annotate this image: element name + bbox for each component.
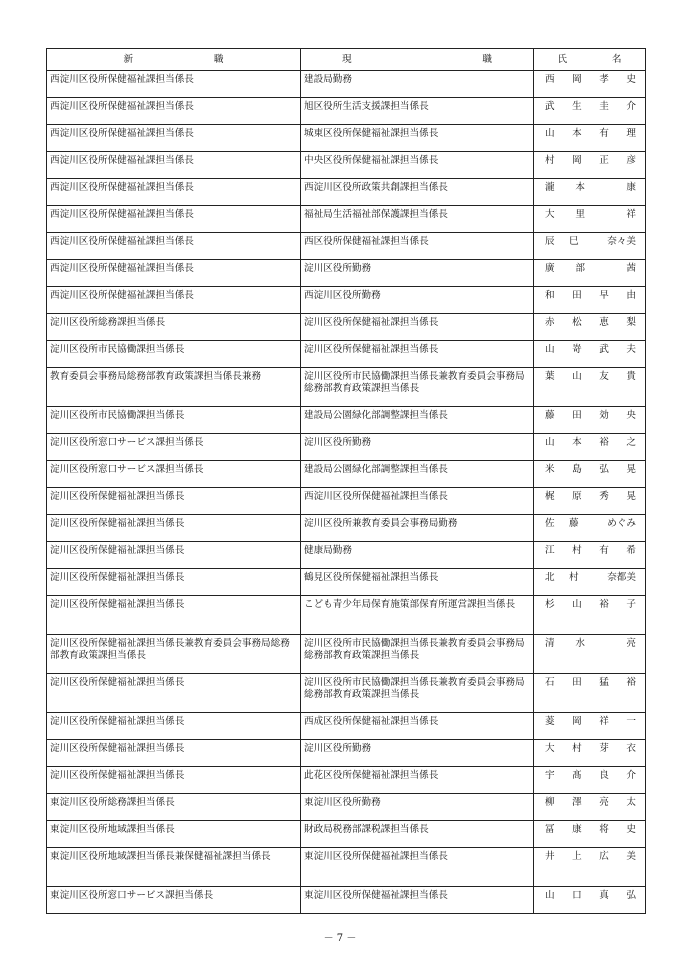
current-post-cell: 淀川区役所市民協働課担当係長兼教育委員会事務局総務部教育政策課担当係長: [301, 635, 534, 674]
name-part: 猛: [599, 677, 609, 688]
current-post-cell: 淀川区役所勤務: [301, 434, 534, 461]
name-part: 藤: [545, 410, 555, 421]
name-part: 康: [626, 182, 636, 193]
current-post-cell: 福祉局生活福祉部保護課担当係長: [301, 206, 534, 233]
name-characters: [537, 317, 642, 329]
current-post-cell: 淀川区役所市民協働課担当係長兼教育委員会事務局総務部教育政策課担当係長: [301, 368, 534, 407]
current-post-cell: 建設局公園緑化部調整課担当係長: [301, 407, 534, 434]
name-cell: [534, 368, 646, 407]
new-post-cell: 淀川区役所保健福祉課担当係長兼教育委員会事務局総務部教育政策課担当係長: [47, 635, 301, 674]
name-characters: [537, 371, 642, 383]
name-cell: [534, 341, 646, 368]
name-part: 瀧: [545, 182, 555, 193]
current-post-cell: 旭区役所生活支援課担当係長: [301, 98, 534, 125]
name-characters: [537, 716, 642, 728]
name-cell: [534, 434, 646, 461]
name-part: 貴: [626, 371, 636, 382]
name-characters: [537, 638, 642, 650]
new-post-cell: 西淀川区役所保健福祉課担当係長: [47, 71, 301, 98]
name-part: 圭: [599, 101, 609, 112]
name-part: 山: [572, 371, 582, 382]
name-characters: [537, 263, 642, 275]
name-cell: [534, 848, 646, 887]
name-part: 村: [568, 572, 579, 583]
name-part: 一: [626, 716, 636, 727]
name-part: 広: [599, 851, 609, 862]
name-part: 村: [572, 743, 582, 754]
name-cell: [534, 179, 646, 206]
name-part: 岡: [572, 74, 582, 85]
name-part: 上: [572, 851, 582, 862]
new-post-cell: 東淀川区役所総務課担当係長: [47, 794, 301, 821]
name-part: 米: [545, 464, 555, 475]
name-part: 岡: [572, 716, 582, 727]
name-part: 弘: [599, 464, 609, 475]
name-part: 介: [626, 101, 636, 112]
name-characters: [537, 437, 642, 449]
table-row: [47, 713, 646, 740]
name-part: 嵜: [572, 344, 582, 355]
name-part: 子: [626, 599, 636, 610]
name-part: 菱: [545, 716, 555, 727]
name-part: 理: [626, 128, 636, 139]
header-current-post: 現 職: [301, 49, 534, 71]
name-characters: [537, 890, 642, 902]
name-cell: [534, 206, 646, 233]
name-part: 将: [599, 824, 609, 835]
name-part: 井: [545, 851, 555, 862]
table-row: [47, 287, 646, 314]
new-post-cell: 西淀川区役所保健福祉課担当係長: [47, 98, 301, 125]
name-part: 生: [572, 101, 582, 112]
name-part: 石: [545, 677, 555, 688]
current-post-cell: 財政局税務部課税課担当係長: [301, 821, 534, 848]
table-row: [47, 125, 646, 152]
name-part: 山: [545, 128, 555, 139]
current-post-cell: 西淀川区役所保健福祉課担当係長: [301, 488, 534, 515]
name-part: 清: [545, 638, 555, 649]
name-part: 祥: [599, 716, 609, 727]
name-cell: [534, 794, 646, 821]
name-part: 正: [599, 155, 609, 166]
name-part: 孝: [599, 74, 609, 85]
current-post-cell: 西淀川区役所政策共創課担当係長: [301, 179, 534, 206]
name-cell: [534, 515, 646, 542]
name-part: 本: [575, 182, 585, 193]
name-part: 藤: [568, 518, 579, 529]
new-post-cell: 淀川区役所保健福祉課担当係長: [47, 740, 301, 767]
table-row: [47, 152, 646, 179]
table-row: [47, 794, 646, 821]
name-part: 介: [626, 770, 636, 781]
name-cell: [534, 635, 646, 674]
name-part: 山: [572, 599, 582, 610]
new-post-cell: 淀川区役所市民協働課担当係長: [47, 341, 301, 368]
name-part: 希: [626, 545, 636, 556]
name-characters: [537, 74, 642, 86]
name-part: めぐみ: [607, 518, 636, 529]
table-row: [47, 71, 646, 98]
name-cell: [534, 233, 646, 260]
table-row: [47, 635, 646, 674]
name-part: 岡: [572, 155, 582, 166]
new-post-cell: 淀川区役所保健福祉課担当係長: [47, 542, 301, 569]
name-part: 裕: [599, 599, 609, 610]
new-post-cell: 西淀川区役所保健福祉課担当係長: [47, 206, 301, 233]
table-row: [47, 179, 646, 206]
name-characters: [537, 101, 642, 113]
new-post-cell: 淀川区役所保健福祉課担当係長: [47, 596, 301, 635]
current-post-cell: 東淀川区役所勤務: [301, 794, 534, 821]
name-part: 原: [572, 491, 582, 502]
name-part: 山: [545, 890, 555, 901]
name-part: 弘: [626, 890, 636, 901]
name-characters: [537, 209, 642, 221]
name-part: 亮: [599, 797, 609, 808]
table-row: [47, 596, 646, 635]
name-part: 杉: [545, 599, 555, 610]
table-row: [47, 674, 646, 713]
name-characters: [537, 155, 642, 167]
name-part: 和: [545, 290, 555, 301]
name-part: 口: [572, 890, 582, 901]
table-row: [47, 740, 646, 767]
current-post-cell: 此花区役所保健福祉課担当係長: [301, 767, 534, 794]
current-post-cell: 健康局勤務: [301, 542, 534, 569]
name-cell: [534, 461, 646, 488]
name-characters: [537, 518, 642, 530]
header-new-post: 新 職: [47, 49, 301, 71]
name-part: 太: [626, 797, 636, 808]
new-post-cell: 東淀川区役所窓口サービス課担当係長: [47, 887, 301, 914]
new-post-cell: 淀川区役所窓口サービス課担当係長: [47, 434, 301, 461]
name-part: 本: [572, 437, 582, 448]
name-part: 史: [626, 824, 636, 835]
name-part: 夫: [626, 344, 636, 355]
name-part: 澤: [572, 797, 582, 808]
table-row: [47, 260, 646, 287]
table-body: [47, 71, 646, 914]
name-part: 柳: [545, 797, 555, 808]
name-part: 佐: [545, 518, 555, 529]
name-cell: [534, 569, 646, 596]
table-row: [47, 368, 646, 407]
name-part: 晃: [626, 464, 636, 475]
name-characters: [537, 290, 642, 302]
name-characters: [537, 851, 642, 863]
name-part: 真: [599, 890, 609, 901]
new-post-cell: 淀川区役所保健福祉課担当係長: [47, 515, 301, 542]
current-post-cell: 鶴見区役所保健福祉課担当係長: [301, 569, 534, 596]
current-post-cell: 建設局勤務: [301, 71, 534, 98]
new-post-cell: 淀川区役所保健福祉課担当係長: [47, 674, 301, 713]
name-characters: [537, 344, 642, 356]
name-part: 葉: [545, 371, 555, 382]
name-part: 本: [572, 128, 582, 139]
name-cell: [534, 821, 646, 848]
name-part: 江: [545, 545, 555, 556]
current-post-cell: 西成区役所保健福祉課担当係長: [301, 713, 534, 740]
name-part: 大: [545, 743, 555, 754]
name-part: 裕: [599, 437, 609, 448]
name-part: 美: [626, 851, 636, 862]
name-part: 祥: [626, 209, 636, 220]
name-characters: [537, 128, 642, 140]
name-cell: [534, 674, 646, 713]
name-cell: [534, 314, 646, 341]
table-row: [47, 848, 646, 887]
new-post-cell: 西淀川区役所保健福祉課担当係長: [47, 287, 301, 314]
name-part: 央: [626, 410, 636, 421]
name-characters: [537, 797, 642, 809]
name-cell: [534, 287, 646, 314]
name-part: 秀: [599, 491, 609, 502]
name-cell: [534, 767, 646, 794]
new-post-cell: 西淀川区役所保健福祉課担当係長: [47, 260, 301, 287]
name-cell: [534, 713, 646, 740]
name-part: 田: [572, 677, 582, 688]
name-characters: [537, 236, 642, 248]
personnel-table: [46, 48, 646, 914]
name-cell: [534, 740, 646, 767]
name-part: 有: [599, 545, 609, 556]
name-part: 冨: [545, 824, 555, 835]
name-characters: [537, 545, 642, 557]
name-part: 村: [572, 545, 582, 556]
table-row: [47, 314, 646, 341]
name-characters: [537, 182, 642, 194]
name-part: 亮: [626, 638, 636, 649]
current-post-cell: 淀川区役所勤務: [301, 740, 534, 767]
current-post-cell: こども青少年局保育施策部保育所運営課担当係長: [301, 596, 534, 635]
new-post-cell: 西淀川区役所保健福祉課担当係長: [47, 233, 301, 260]
name-part: 髙: [572, 770, 582, 781]
name-part: 晃: [626, 491, 636, 502]
name-part: 田: [572, 290, 582, 301]
name-part: 早: [599, 290, 609, 301]
new-post-cell: 西淀川区役所保健福祉課担当係長: [47, 152, 301, 179]
name-part: 梨: [626, 317, 636, 328]
name-cell: [534, 152, 646, 179]
name-part: 衣: [626, 743, 636, 754]
name-cell: [534, 407, 646, 434]
table-row: [47, 887, 646, 914]
name-part: 山: [545, 344, 555, 355]
name-part: 山: [545, 437, 555, 448]
table-row: [47, 515, 646, 542]
name-part: 之: [626, 437, 636, 448]
name-part: 宇: [545, 770, 555, 781]
name-part: 梶: [545, 491, 555, 502]
name-part: 芽: [599, 743, 609, 754]
current-post-cell: 東淀川区役所保健福祉課担当係長: [301, 887, 534, 914]
name-part: 奈々美: [607, 236, 636, 247]
name-part: 友: [599, 371, 609, 382]
name-cell: [534, 98, 646, 125]
name-cell: [534, 488, 646, 515]
current-post-cell: 淀川区役所保健福祉課担当係長: [301, 341, 534, 368]
table-row: [47, 98, 646, 125]
current-post-cell: 淀川区役所勤務: [301, 260, 534, 287]
name-part: 村: [545, 155, 555, 166]
new-post-cell: 淀川区役所保健福祉課担当係長: [47, 488, 301, 515]
name-characters: [537, 599, 642, 611]
table-row: [47, 434, 646, 461]
name-part: 効: [599, 410, 609, 421]
name-part: 良: [599, 770, 609, 781]
current-post-cell: 東淀川区役所保健福祉課担当係長: [301, 848, 534, 887]
name-part: 康: [572, 824, 582, 835]
table-row: [47, 341, 646, 368]
new-post-cell: 淀川区役所総務課担当係長: [47, 314, 301, 341]
table-row: [47, 821, 646, 848]
new-post-cell: 西淀川区役所保健福祉課担当係長: [47, 125, 301, 152]
name-cell: [534, 71, 646, 98]
name-part: 大: [545, 209, 555, 220]
name-part: 武: [599, 344, 609, 355]
name-part: 部: [575, 263, 585, 274]
name-part: 西: [545, 74, 555, 85]
new-post-cell: 淀川区役所窓口サービス課担当係長: [47, 461, 301, 488]
table-row: [47, 569, 646, 596]
new-post-cell: 淀川区役所保健福祉課担当係長: [47, 767, 301, 794]
name-characters: [537, 491, 642, 503]
name-part: 武: [545, 101, 555, 112]
name-characters: [537, 572, 642, 584]
name-part: 有: [599, 128, 609, 139]
name-characters: [537, 770, 642, 782]
table-row: [47, 461, 646, 488]
new-post-cell: 淀川区役所市民協働課担当係長: [47, 407, 301, 434]
table-header-row: [47, 49, 646, 71]
name-part: 田: [572, 410, 582, 421]
name-part: 北: [545, 572, 555, 583]
table-row: [47, 233, 646, 260]
header-name: 氏 名: [534, 49, 646, 71]
current-post-cell: 淀川区役所市民協働課担当係長兼教育委員会事務局総務部教育政策課担当係長: [301, 674, 534, 713]
name-part: 史: [626, 74, 636, 85]
table-row: [47, 542, 646, 569]
name-part: 巳: [568, 236, 579, 247]
name-part: 彦: [626, 155, 636, 166]
name-part: 松: [572, 317, 582, 328]
name-part: 恵: [599, 317, 609, 328]
name-part: 由: [626, 290, 636, 301]
current-post-cell: 中央区役所保健福祉課担当係長: [301, 152, 534, 179]
name-part: 赤: [545, 317, 555, 328]
current-post-cell: 西区役所保健福祉課担当係長: [301, 233, 534, 260]
name-characters: [537, 743, 642, 755]
name-part: 茜: [626, 263, 636, 274]
new-post-cell: 教育委員会事務局総務部教育政策課担当係長兼務: [47, 368, 301, 407]
name-part: 島: [572, 464, 582, 475]
new-post-cell: 東淀川区役所地域課担当係長兼保健福祉課担当係長: [47, 848, 301, 887]
name-part: 裕: [626, 677, 636, 688]
page-number: － 7 －: [323, 933, 357, 944]
current-post-cell: 城東区役所保健福祉課担当係長: [301, 125, 534, 152]
name-cell: [534, 542, 646, 569]
name-characters: [537, 410, 642, 422]
table-row: [47, 767, 646, 794]
table-row: [47, 206, 646, 233]
name-cell: [534, 887, 646, 914]
name-part: 水: [575, 638, 585, 649]
name-characters: [537, 824, 642, 836]
current-post-cell: 西淀川区役所勤務: [301, 287, 534, 314]
name-part: 奈都美: [607, 572, 636, 583]
name-cell: [534, 125, 646, 152]
name-characters: [537, 464, 642, 476]
current-post-cell: 淀川区役所兼教育委員会事務局勤務: [301, 515, 534, 542]
table-row: [47, 407, 646, 434]
new-post-cell: 淀川区役所保健福祉課担当係長: [47, 713, 301, 740]
name-cell: [534, 596, 646, 635]
table-row: [47, 488, 646, 515]
new-post-cell: 東淀川区役所地域課担当係長: [47, 821, 301, 848]
name-part: 廣: [545, 263, 555, 274]
name-characters: [537, 677, 642, 689]
current-post-cell: 建設局公園緑化部調整課担当係長: [301, 461, 534, 488]
name-cell: [534, 260, 646, 287]
name-part: 辰: [545, 236, 555, 247]
new-post-cell: 淀川区役所保健福祉課担当係長: [47, 569, 301, 596]
new-post-cell: 西淀川区役所保健福祉課担当係長: [47, 179, 301, 206]
current-post-cell: 淀川区役所保健福祉課担当係長: [301, 314, 534, 341]
name-part: 里: [575, 209, 585, 220]
